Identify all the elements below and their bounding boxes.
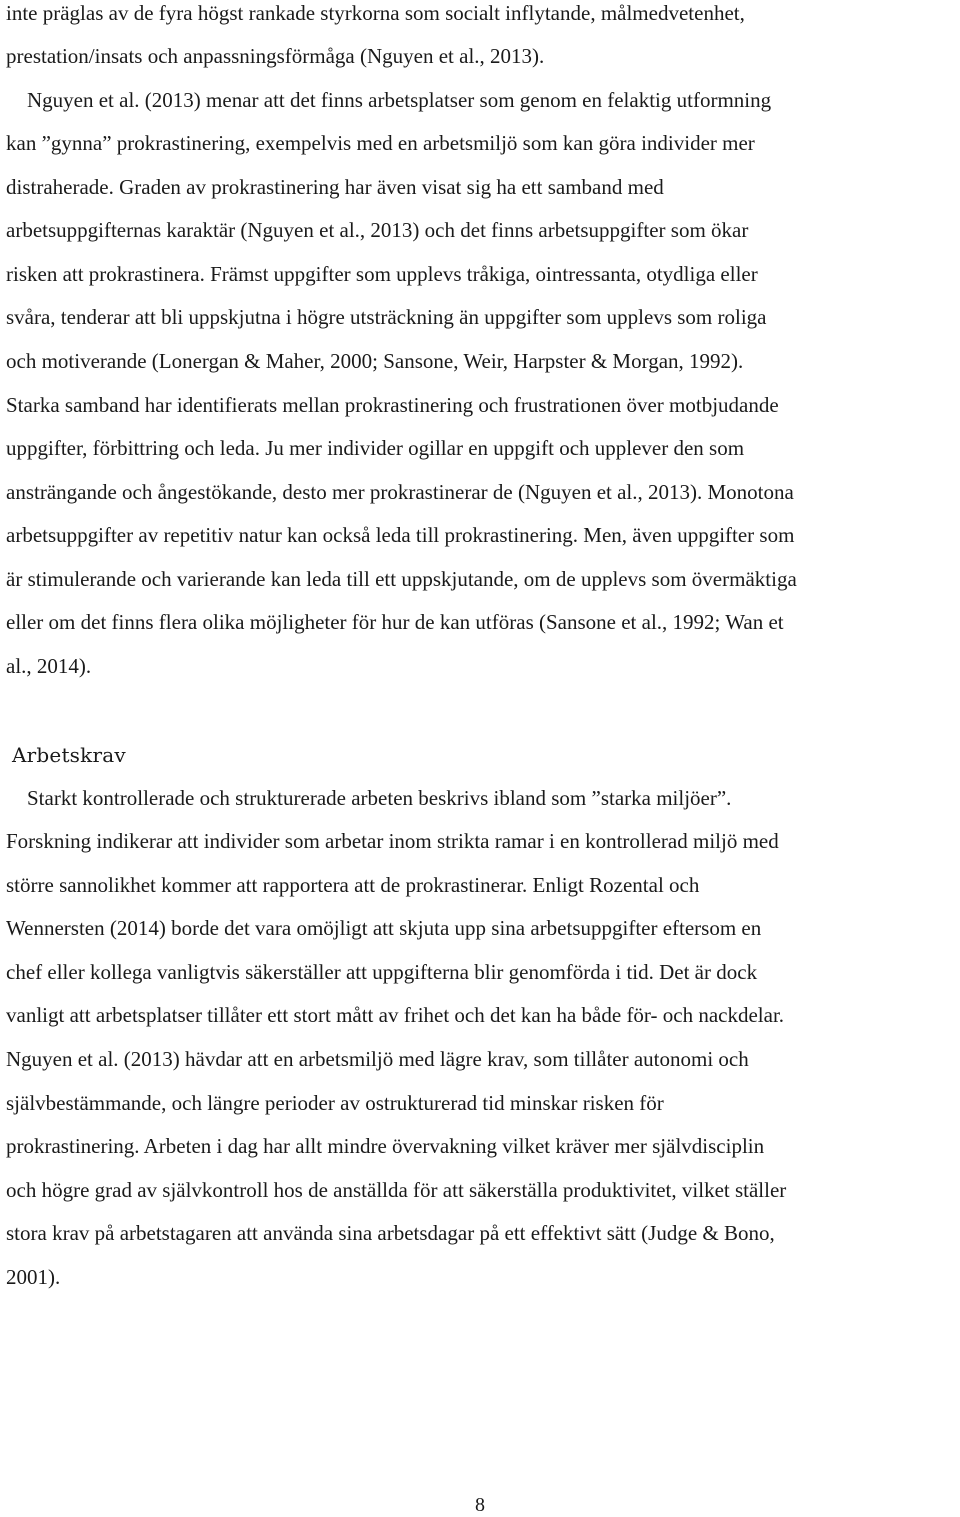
text-line: Nguyen et al. (2013) menar att det finns arbetsplatser som genom en felaktig utformning — [6, 88, 772, 112]
text-line: Nguyen et al. (2013) hävdar att en arbetsmiljö med lägre krav, som tillåter autonomi och — [6, 1047, 749, 1071]
text-line: inte präglas av de fyra högst rankade styrkorna som socialt inflytande, målmedvetenhet, — [6, 1, 745, 25]
text-line: arbetsuppgifter av repetitiv natur kan också leda till prokrastinering. Men, även uppgifter som — [6, 523, 795, 547]
text-line: uppgifter, förbittring och leda. Ju mer individer ogillar en uppgift och upplever den som — [6, 436, 745, 460]
text-line: stora krav på arbetstagaren att använda sina arbetsdagar på ett effektivt sätt (Judge & Bono, — [6, 1221, 775, 1245]
text-line: Starka samband har identifierats mellan prokrastinering och frustrationen över motbjudande — [6, 393, 779, 417]
text-line: distraherade. Graden av prokrastinering har även visat sig ha ett samband med — [6, 175, 664, 199]
page-number: 8 — [475, 1494, 485, 1516]
text-line: Forskning indikerar att individer som arbetar inom strikta ramar i en kontrollerad miljö med — [6, 829, 779, 853]
text-line: kan ”gynna” prokrastinering, exempelvis med en arbetsmiljö som kan göra individer mer — [6, 131, 755, 155]
section-heading: Arbetskrav — [12, 743, 126, 767]
text-line: större sannolikhet kommer att rapportera att de prokrastinerar. Enligt Rozental och — [6, 873, 700, 897]
text-line: 2001). — [6, 1265, 61, 1289]
text-line: Starkt kontrollerade och strukturerade arbeten beskrivs ibland som ”starka miljöer”. — [6, 786, 732, 810]
text-line: ansträngande och ångestökande, desto mer prokrastinerar de (Nguyen et al., 2013). Monotona — [6, 480, 794, 504]
text-line: risken att prokrastinera. Främst uppgifter som upplevs tråkiga, ointressanta, otydliga eller — [6, 262, 758, 286]
text-line: al., 2014). — [6, 654, 92, 678]
text-line: och motiverande (Lonergan & Maher, 2000; Sansone, Weir, Harpster & Morgan, 1992). — [6, 349, 744, 373]
text-line: vanligt att arbetsplatser tillåter ett stort mått av frihet och det kan ha både för- och nackdelar. — [6, 1003, 785, 1027]
text-line: är stimulerande och varierande kan leda till ett uppskjutande, om de upplevs som övermäktiga — [6, 567, 797, 591]
text-line: svåra, tenderar att bli uppskjutna i högre utsträckning än uppgifter som upplevs som roliga — [6, 305, 767, 329]
text-line: prestation/insats och anpassningsförmåga (Nguyen et al., 2013). — [6, 44, 545, 68]
text-line: arbetsuppgifternas karaktär (Nguyen et al., 2013) och det finns arbetsuppgifter som ökar — [6, 218, 749, 242]
text-line: Wennersten (2014) borde det vara omöjligt att skjuta upp sina arbetsuppgifter eftersom en — [6, 916, 762, 940]
text-line: prokrastinering. Arbeten i dag har allt mindre övervakning vilket kräver mer självdisciplin — [6, 1134, 765, 1158]
text-line: och högre grad av självkontroll hos de anställda för att säkerställa produktivitet, vilket ställer — [6, 1178, 787, 1202]
text-line: eller om det finns flera olika möjligheter för hur de kan utföras (Sansone et al., 1992; Wan et — [6, 610, 784, 634]
text-line: chef eller kollega vanligtvis säkerställer att uppgifterna blir genomförda i tid. Det är dock — [6, 960, 758, 984]
text-line: självbestämmande, och längre perioder av ostrukturerad tid minskar risken för — [6, 1091, 664, 1115]
